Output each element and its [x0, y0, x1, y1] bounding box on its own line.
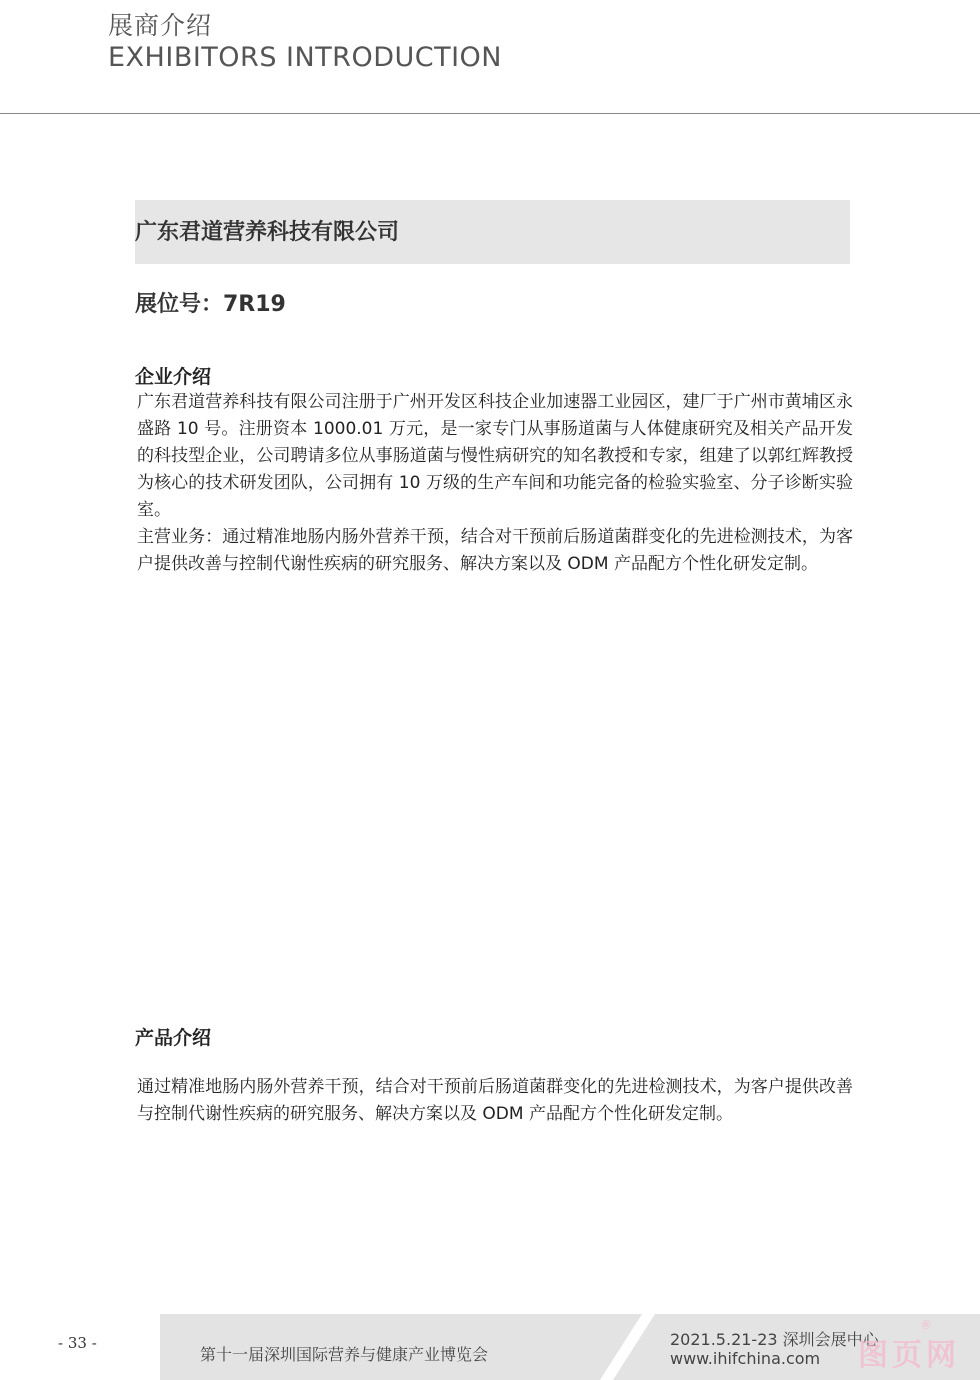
company-intro-body [137, 389, 853, 578]
company-intro-paragraph: 广东君道营养科技有限公司注册于广州开发区科技企业加速器工业园区，建厂于广州市黄埔区永盛路 10 号。注册资本 1000.01 万元，是一家专门从事肠道菌与人体健康研究及相关产品开发的科技型企业，公司聘请多位从事肠道菌与慢性病研究的知名教授和专家，组建了以郭红辉教授为核心的技术研发团队，公司拥有 10 万级的生产车间和功能完备的检验实验室、分子诊断实验室。 [137, 392, 853, 520]
header-title-cn: 展商介绍 [108, 11, 213, 40]
product-intro-heading: 产品介绍 [135, 1027, 212, 1049]
header-divider [0, 113, 980, 114]
header-title-en: EXHIBITORS INTRODUCTION [108, 42, 503, 73]
main-business-paragraph: 主营业务：通过精准地肠内肠外营养干预，结合对干预前后肠道菌群变化的先进检测技术，为客户提供改善与控制代谢性疾病的研究服务、解决方案以及 ODM 产品配方个性化研发定制。 [137, 527, 853, 574]
company-name: 广东君道营养科技有限公司 [135, 220, 400, 245]
footer-website: www.ihifchina.com [670, 1349, 821, 1368]
footer-date-venue: 2021.5.21-23 深圳会展中心 [670, 1330, 879, 1349]
product-intro-paragraph: 通过精准地肠内肠外营养干预，结合对干预前后肠道菌群变化的先进检测技术，为客户提供改善与控制代谢性疾病的研究服务、解决方案以及 ODM 产品配方个性化研发定制。 [137, 1077, 853, 1124]
registered-mark-icon: ® [920, 1318, 932, 1332]
page-number: - 33 - [58, 1334, 97, 1352]
company-intro-heading: 企业介绍 [135, 366, 212, 388]
product-intro-body [137, 1074, 853, 1128]
footer-expo-name: 第十一届深圳国际营养与健康产业博览会 [200, 1345, 489, 1364]
company-name-band [135, 200, 850, 264]
watermark-logo: 图页网 [858, 1338, 960, 1373]
booth-number: 展位号：7R19 [135, 292, 286, 317]
